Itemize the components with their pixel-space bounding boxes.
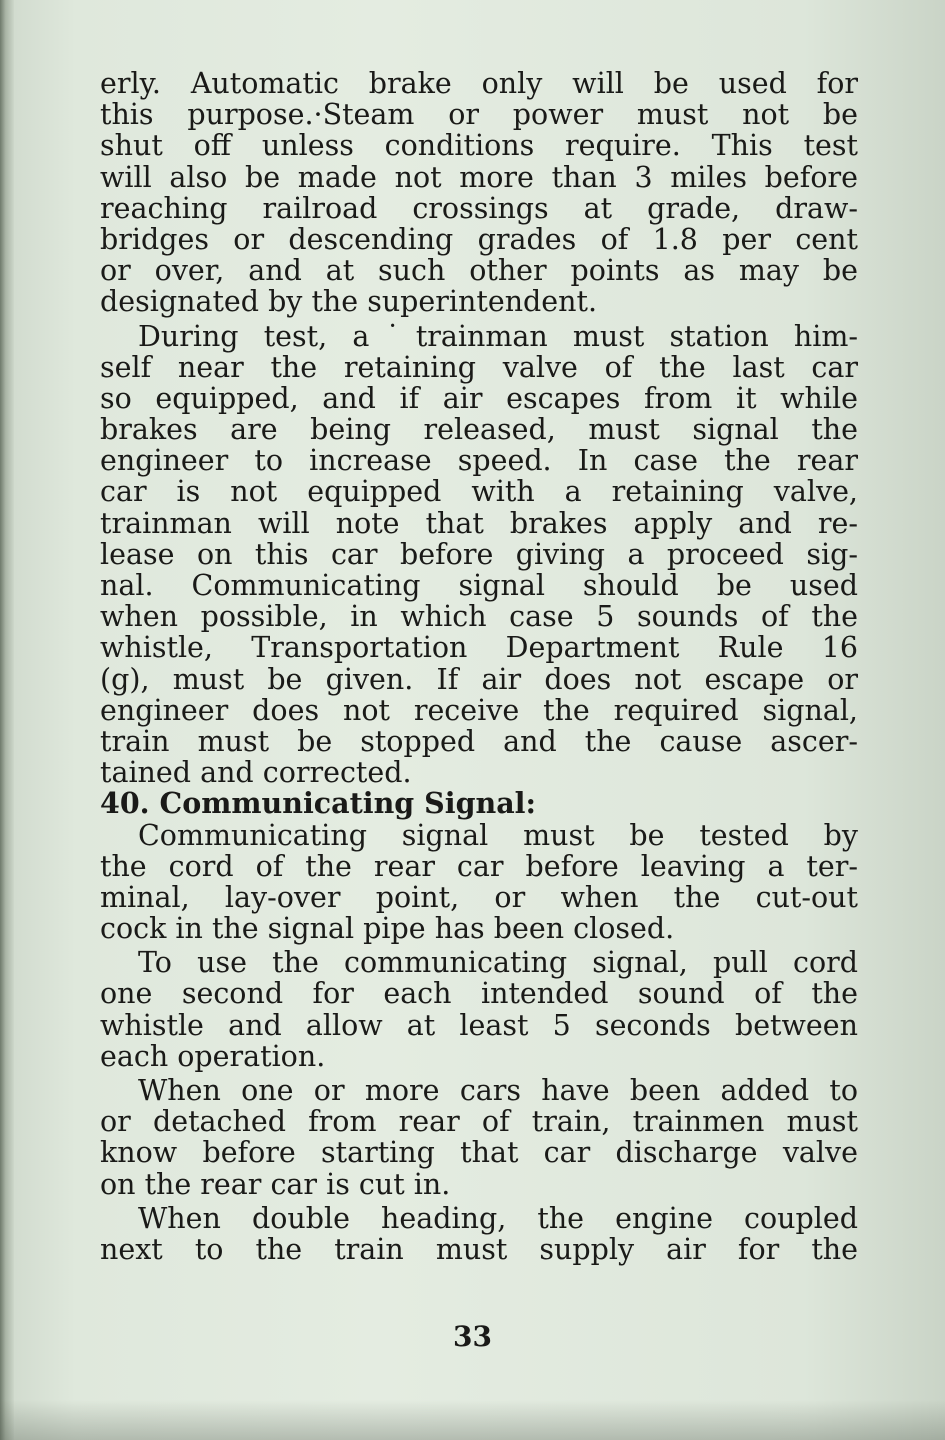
text-line: To use the communicating signal, pull cord bbox=[138, 946, 858, 980]
text-line: will also be made not more than 3 miles before bbox=[100, 160, 858, 194]
text-line: or over, and at such other points as may be bbox=[100, 254, 858, 288]
text-line: trainman will note that brakes apply and re- bbox=[100, 506, 858, 540]
text-line: designated by the superintendent. bbox=[100, 285, 598, 319]
text-line: Communicating signal must be tested by bbox=[138, 818, 858, 852]
text-line: engineer to increase speed. In case the rear bbox=[100, 444, 858, 478]
text-line: self near the retaining valve of the last car bbox=[100, 350, 858, 384]
text-line: During test, a˙trainman must station him- bbox=[138, 319, 858, 353]
text-line: brakes are being released, must signal the bbox=[100, 413, 858, 447]
text-line: know before starting that car discharge valve bbox=[100, 1136, 858, 1170]
text-line: lease on this car before giving a proceed sig- bbox=[100, 537, 858, 571]
text-line: cock in the signal pipe has been closed. bbox=[100, 912, 675, 946]
text-line: When double heading, the engine coupled bbox=[138, 1201, 858, 1235]
text-line: shut off unless conditions require. This test bbox=[100, 129, 858, 163]
text-line: tained and corrected. bbox=[100, 756, 412, 790]
text-line: (g), must be given. If air does not escape or bbox=[100, 662, 858, 696]
text-line: bridges or descending grades of 1.8 per cent bbox=[100, 222, 858, 256]
text-line: car is not equipped with a retaining valve, bbox=[100, 475, 858, 509]
text-line: engineer does not receive the required signal, bbox=[100, 693, 858, 727]
text-line: one second for each intended sound of the bbox=[100, 977, 858, 1011]
text-line: next to the train must supply air for the bbox=[100, 1232, 858, 1266]
text-line: When one or more cars have been added to bbox=[138, 1074, 858, 1107]
text-line: the cord of the rear car before leaving a ter- bbox=[100, 849, 858, 883]
text-line: reaching railroad crossings at grade, draw- bbox=[100, 191, 858, 225]
text-line: on the rear car is cut in. bbox=[100, 1167, 451, 1201]
text-line: or detached from rear of train, trainmen must bbox=[100, 1105, 858, 1139]
text-line: whistle, Transportation Department Rule 16 bbox=[100, 631, 858, 665]
page-shadow bbox=[0, 1400, 945, 1440]
text-line: each operation. bbox=[100, 1039, 326, 1073]
section-heading: 40. Communicating Signal: bbox=[100, 786, 537, 821]
text-line: train must be stopped and the cause ascer- bbox=[100, 724, 858, 758]
text-line: erly. Automatic brake only will be used for bbox=[100, 67, 858, 100]
text-line: whistle and allow at least 5 seconds between bbox=[100, 1008, 858, 1042]
text-line: this purpose.·Steam or power must not be bbox=[100, 98, 858, 132]
text-line: when possible, in which case 5 sounds of the bbox=[100, 600, 858, 634]
body-text bbox=[100, 68, 858, 1265]
text-line: minal, lay-over point, or when the cut-out bbox=[100, 880, 858, 914]
book-binding-edge bbox=[0, 0, 14, 1440]
text-line: so equipped, and if air escapes from it while bbox=[100, 381, 858, 415]
page-number: 33 bbox=[453, 1320, 492, 1353]
text-line: nal. Communicating signal should be used bbox=[100, 569, 858, 602]
